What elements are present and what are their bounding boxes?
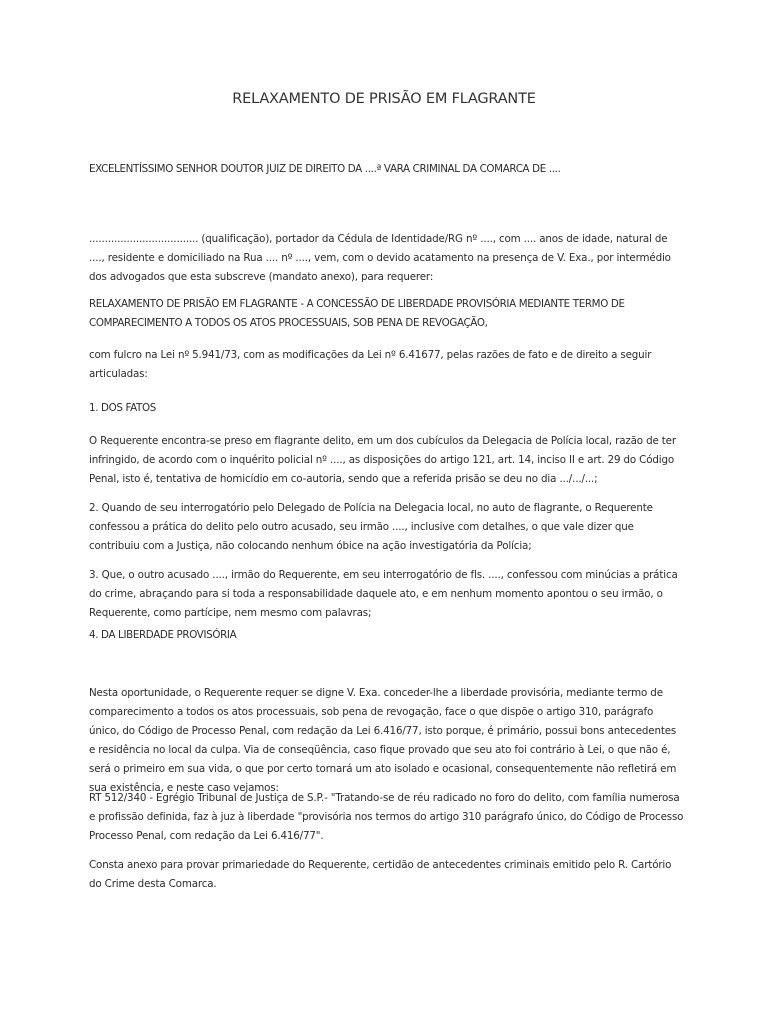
request-paragraph: RELAXAMENTO DE PRISÃO EM FLAGRANTE - A CONCESSÃO DE LIBERDADE PROVISÓRIA MEDIANTE TERMO DE COMPARECIMENTO A TODOS OS ATOS PROCESSUAIS, SOB PENA DE REVOGAÇÃO, — [89, 298, 625, 329]
section-heading-liberty: 4. DA LIBERDADE PROVISÓRIA — [89, 629, 237, 641]
section-heading-facts: 1. DOS FATOS — [89, 402, 156, 414]
document-title: RELAXAMENTO DE PRISÃO EM FLAGRANTE — [232, 91, 536, 107]
addressee-line: EXCELENTÍSSIMO SENHOR DOUTOR JUIZ DE DIREITO DA ....ª VARA CRIMINAL DA COMARCA DE .... — [89, 163, 561, 175]
jurisprudence-paragraph: RT 512/340 - Egrégio Tribunal de Justiça de S.P.- "Tratando-se de réu radicado no foro do delito, com família numerosa e profissão definida, faz à juz à liberdade "provisória nos termos do artigo 310 parágrafo único, do Código de Processo Processo Penal, com redação da Lei 6.416/77". — [89, 792, 684, 842]
facts-paragraph-1: O Requerente encontra-se preso em flagrante delito, em um dos cubículos da Delegacia de Polícia local, razão de ter infringido, de acordo com o inquérito policial nº ...., as disposições do artigo 121, art. 14, inciso II e art. 29 do Código Penal, isto é, tentativa de homicídio em co-autoria, sendo que a referida prisão se deu no dia .../.../...; — [89, 435, 676, 485]
facts-paragraph-3: 3. Que, o outro acusado ...., irmão do Requerente, em seu interrogatório de fls. ...., confessou com minúcias a prática do crime, abraçando para si toda a responsabilidade daquele ato, e em nenhum momento apontou o seu irmão, o Requerente, como partícipe, nem mesmo com palavras; — [89, 569, 678, 619]
legal-basis-paragraph: com fulcro na Lei nº 5.941/73, com as modificações da Lei nº 6.41677, pelas razões de fato e de direito a seguir articuladas: — [89, 349, 652, 380]
liberty-paragraph: Nesta oportunidade, o Requerente requer se digne V. Exa. conceder-lhe a liberdade provisória, mediante termo de comparecimento a todos os atos processuais, sob pena de revogação, face o que dispõe o artigo 310, parágrafo único, do Código de Processo Penal, com redação da Lei 6.416/77, isto porque, é primário, possui bons antecedentes e residência no local da culpa. Via de conseqüência, caso fique provado que seu ato foi contrário à Lei, o que não é, será o primeiro em sua vida, o que por certo tornará um ato isolado e ocasional, consequentemente não refletirá em sua existência, e neste caso vejamos: — [89, 687, 677, 794]
facts-paragraph-2: 2. Quando de seu interrogatório pelo Delegado de Polícia na Delegacia local, no auto de flagrante, o Requerente confessou a prática do delito pelo outro acusado, seu irmão ...., inclusive com detalhes, o que vale dizer que contribuiu com a Justiça, não colocando nenhum óbice na ação investigatória da Polícia; — [89, 502, 653, 552]
intro-paragraph: ................................... (qualificação), portador da Cédula de Identidade/RG nº ...., com .... anos de idade, natural de ...., residente e domiciliado na Rua .... nº ...., vem, com o devido acatamento na presença de V. Exa., por intermédio dos advogados que esta subscreve (mandato anexo), para requerer: — [89, 233, 671, 283]
annex-note-paragraph: Consta anexo para provar primariedade do Requerente, certidão de antecedentes criminais emitido pelo R. Cartório do Crime desta Comarca. — [89, 859, 672, 890]
